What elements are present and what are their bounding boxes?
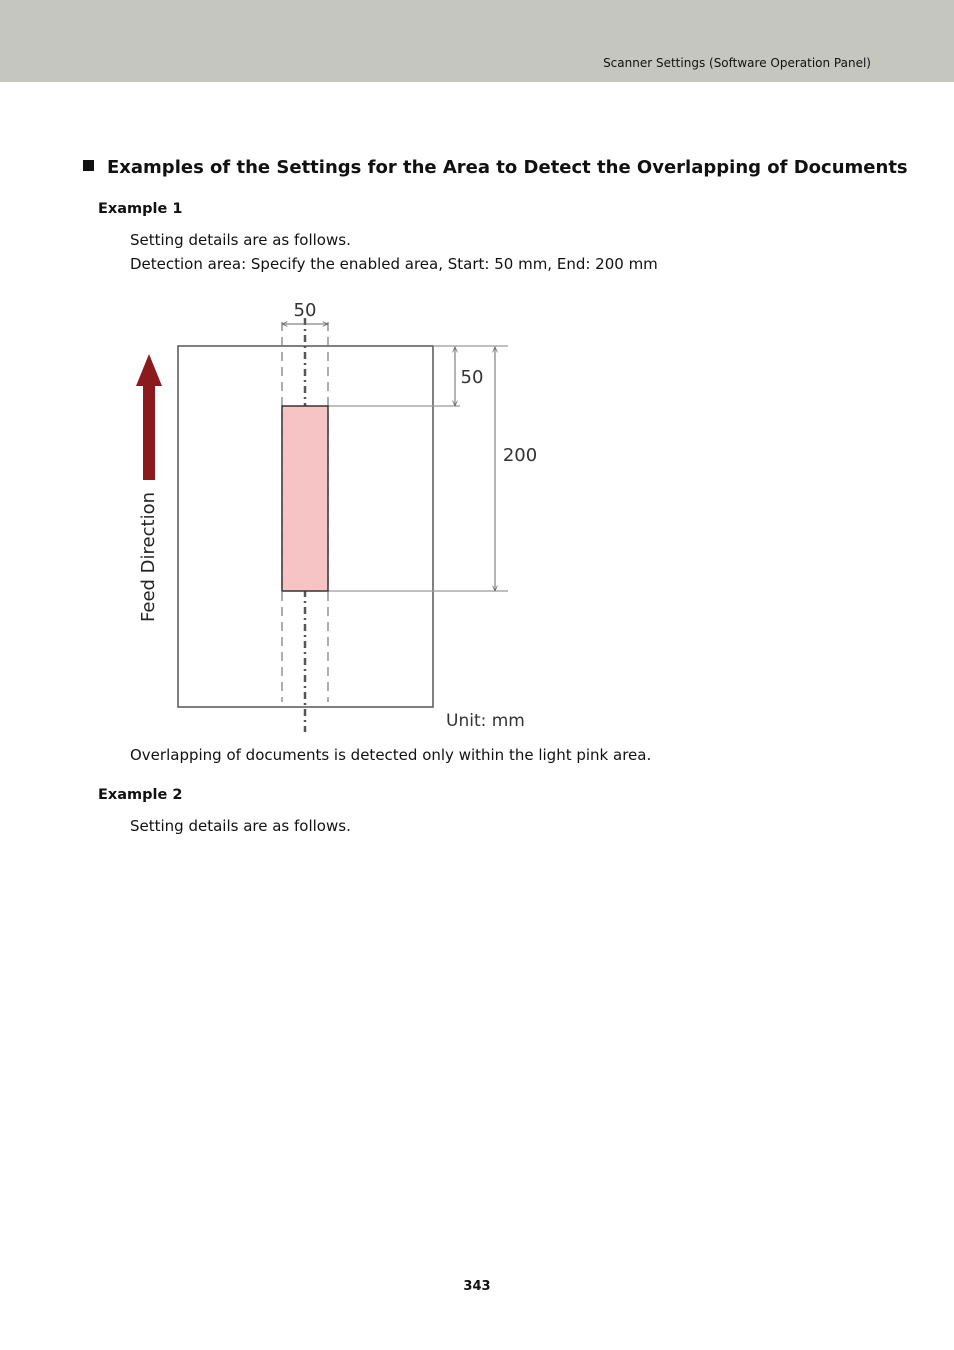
feed-direction-arrow-icon <box>136 354 162 480</box>
example-1-line-2: Detection area: Specify the enabled area, Start: 50 mm, End: 200 mm <box>130 255 658 273</box>
section-heading-text: Examples of the Settings for the Area to Detect the Overlapping of Documents <box>107 157 908 178</box>
width-dimension-label: 50 <box>293 300 317 321</box>
header-title: Scanner Settings (Software Operation Panel) <box>603 56 871 70</box>
end-dimension-label: 200 <box>502 445 538 466</box>
example-1-caption: Overlapping of documents is detected only within the light pink area. <box>130 746 652 764</box>
start-dimension-label: 50 <box>460 367 484 388</box>
example-2-title: Example 2 <box>98 787 183 803</box>
square-bullet-icon <box>83 160 94 171</box>
header-bar <box>0 0 954 82</box>
detection-area-diagram <box>130 290 550 744</box>
unit-label: Unit: mm <box>446 711 525 731</box>
example-1-line-1: Setting details are as follows. <box>130 231 351 249</box>
section-heading <box>83 157 908 178</box>
detection-area-rect <box>282 406 328 591</box>
diagram-svg <box>130 290 550 740</box>
example-2-line-1: Setting details are as follows. <box>130 817 351 835</box>
example-1-title: Example 1 <box>98 201 183 217</box>
feed-direction-label: Feed Direction <box>138 492 159 622</box>
page-number: 343 <box>463 1279 491 1294</box>
